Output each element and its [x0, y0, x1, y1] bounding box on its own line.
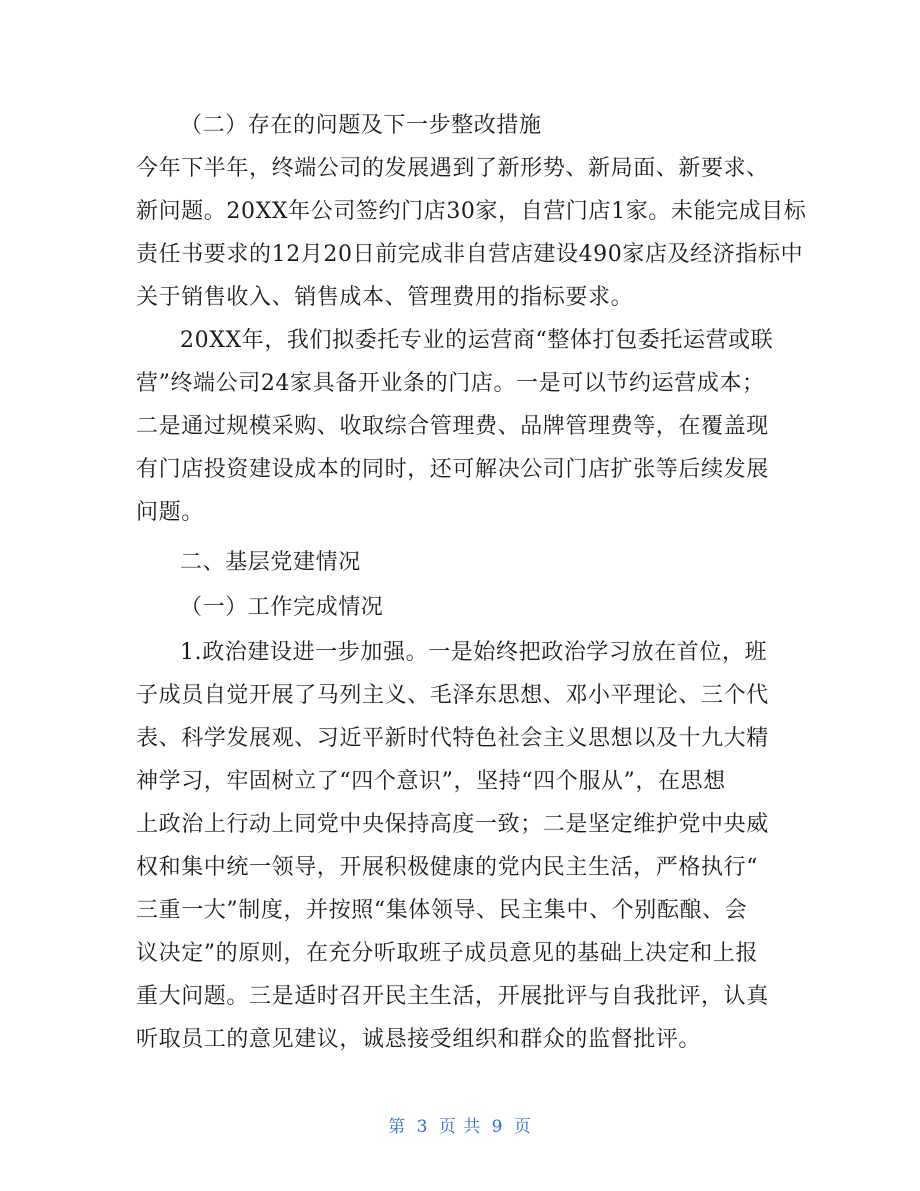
paragraph-line: 营”终端公司24家具备开业条的门店。一是可以节约运营成本； — [136, 371, 765, 396]
paragraph-line: 关于销售收入、销售成本、管理费用的指标要求。 — [136, 285, 634, 310]
paragraph-line: 新问题。20XX年公司签约门店30家，自营门店1家。未能完成目标 — [136, 199, 807, 224]
paragraph-line: 子成员自觉开展了马列主义、毛泽东思想、邓小平理论、三个代 — [136, 683, 769, 708]
footer-suffix: 页 — [513, 1117, 532, 1137]
paragraph-line: 二是通过规模采购、收取综合管理费、品牌管理费等，在覆盖现 — [136, 414, 769, 439]
subsection-heading: （一）工作完成情况 — [180, 595, 384, 620]
paragraph-line: 上政治上行动上同党中央保持高度一致；二是坚定维护党中央威 — [136, 812, 769, 837]
paragraph-line: 听取员工的意见建议，诚恳接受组织和群众的监督批评。 — [136, 1027, 702, 1052]
current-page-number: 3 — [416, 1117, 429, 1137]
paragraph-line: 今年下半年，终端公司的发展遇到了新形势、新局面、新要求、 — [136, 156, 769, 181]
paragraph-line: 1.政治建设进一步加强。一是始终把政治学习放在首位，班 — [180, 640, 768, 665]
footer-prefix: 第 — [388, 1117, 407, 1137]
footer-middle: 页 共 — [438, 1117, 482, 1137]
paragraph-line: 问题。 — [136, 500, 204, 525]
section-heading: 二、基层党建情况 — [180, 550, 361, 575]
paragraph-line: 责任书要求的12月20日前完成非自营店建设490家店及经济指标中 — [136, 242, 804, 267]
paragraph-line: 权和集中统一领导，开展积极健康的党内民主生活，严格执行“ — [136, 855, 759, 880]
paragraph-line: 神学习，牢固树立了“四个意识”，坚持“四个服从”，在思想 — [136, 769, 726, 794]
section-heading: （二）存在的问题及下一步整改措施 — [180, 113, 542, 138]
paragraph-line: 三重一大”制度，并按照“集体领导、民主集中、个别酝酿、会 — [136, 898, 748, 923]
paragraph-line: 20XX年，我们拟委托专业的运营商“整体打包委托运营或联 — [180, 328, 774, 353]
paragraph-line: 表、科学发展观、习近平新时代特色社会主义思想以及十九大精 — [136, 726, 769, 751]
total-pages-number: 9 — [491, 1117, 504, 1137]
paragraph-line: 重大问题。三是适时召开民主生活，开展批评与自我批评，认真 — [136, 984, 769, 1009]
page-footer — [0, 1112, 920, 1137]
paragraph-line: 有门店投资建设成本的同时，还可解决公司门店扩张等后续发展 — [136, 457, 769, 482]
paragraph-line: 议决定”的原则，在充分听取班子成员意见的基础上决定和上报 — [136, 941, 759, 966]
